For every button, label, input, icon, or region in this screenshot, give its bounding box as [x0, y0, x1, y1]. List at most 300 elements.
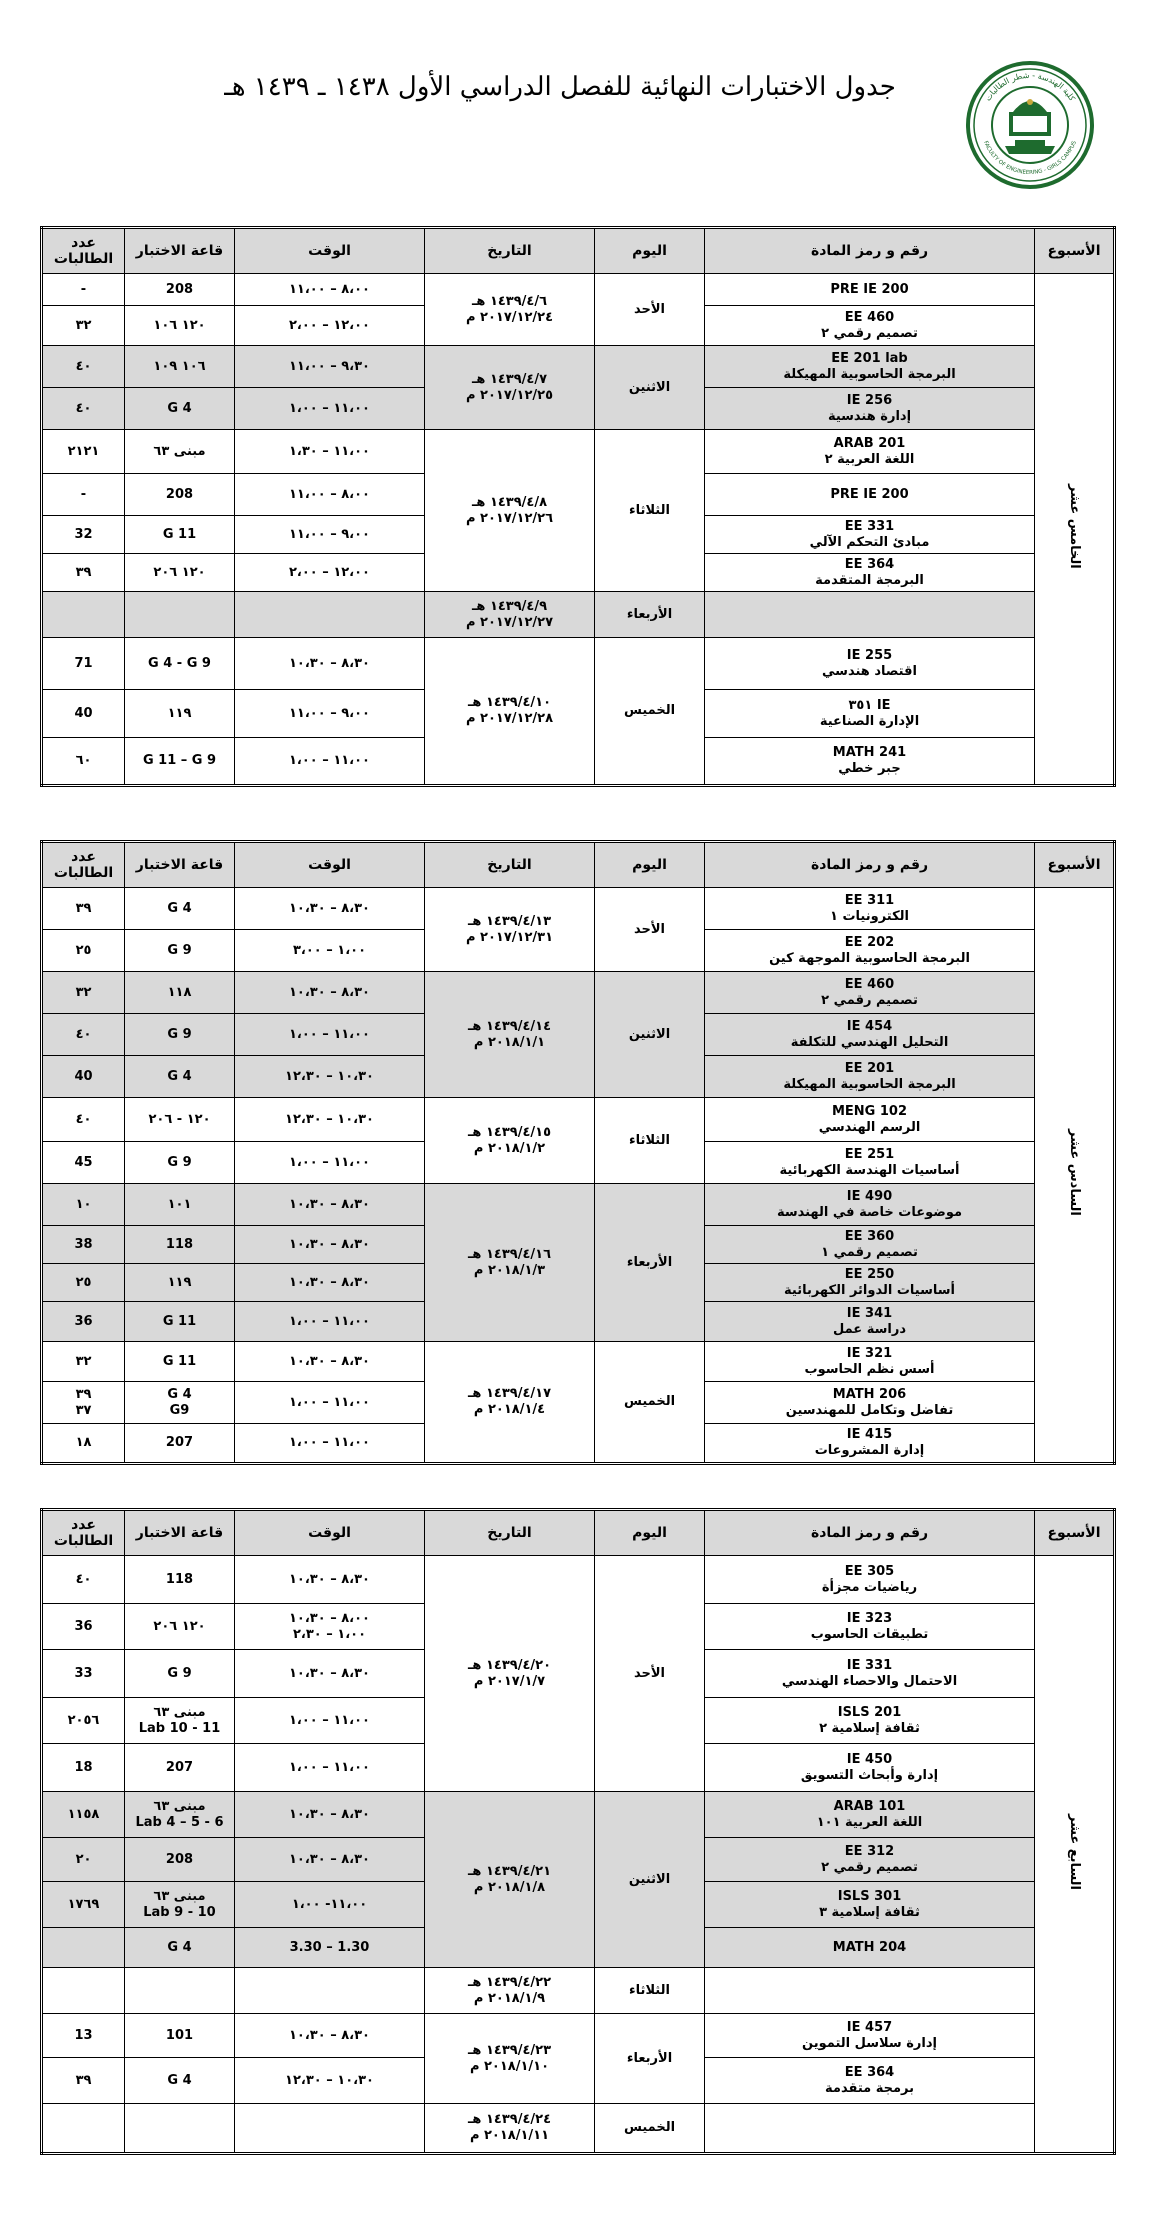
table-row [42, 430, 1115, 474]
course-line: EE 460 [844, 976, 895, 992]
room-line: ١٠١ [167, 1196, 192, 1212]
course-line: دراسة عمل [832, 1321, 906, 1337]
room-cell [125, 274, 235, 306]
time-line: ٨،٣٠ – ١٠،٣٠ [289, 1851, 370, 1867]
course-line: اقتصاد هندسي [822, 663, 917, 679]
logo-text-top: كلية الهندسة - شطر الطالبات [983, 70, 1077, 103]
count-line: ٤٠ [75, 358, 92, 374]
date-cell [425, 430, 595, 592]
time-line: ٨،٣٠ – ١٠،٣٠ [289, 1571, 370, 1587]
count-cell [42, 1014, 125, 1056]
room-cell [125, 1882, 235, 1928]
count-cell [42, 690, 125, 738]
room-cell [125, 554, 235, 592]
time-cell [235, 474, 425, 516]
count-line: ٤٠ [75, 400, 92, 416]
date-cell [425, 1098, 595, 1184]
room-cell [125, 1650, 235, 1698]
count-cell [42, 1968, 125, 2014]
time-cell [235, 972, 425, 1014]
course-cell [705, 1014, 1035, 1056]
course-line: الرسم الهندسي [818, 1119, 921, 1135]
course-line: EE 312 [844, 1843, 895, 1859]
room-line: 208 [165, 281, 194, 297]
time-line: ٨،٣٠ – ١٠،٣٠ [289, 1236, 370, 1252]
time-line: ٨،٣٠ – ١٠،٣٠ [289, 655, 370, 671]
course-cell [705, 474, 1035, 516]
course-cell [705, 972, 1035, 1014]
count-line: ٣٩ [75, 2072, 92, 2088]
count-cell [42, 1142, 125, 1184]
date-line: ٢٠١٧/١٢/٣١ م [465, 929, 554, 945]
count-line: 40 [74, 1068, 93, 1084]
time-line: ١١،٠٠ – ١،٣٠ [289, 443, 370, 459]
room-line: 101 [165, 2027, 194, 2043]
count-cell [42, 306, 125, 346]
date-line: ١٤٣٩/٤/١٧ هـ [467, 1386, 552, 1401]
date-line: ٢٠١٨/١/١ م [473, 1034, 546, 1050]
course-cell [705, 638, 1035, 690]
course-line: إدارة المشروعات [814, 1443, 925, 1458]
table-row [42, 888, 1115, 930]
room-cell [125, 1556, 235, 1604]
day-cell: الأربعاء [595, 592, 705, 638]
time-cell [235, 1650, 425, 1698]
course-line: ثقافة إسلامية ٢ [819, 1720, 920, 1736]
course-line: تفاضل وتكامل للمهندسين [785, 1402, 954, 1418]
room-line: 118 [165, 1236, 194, 1252]
course-line: PRE IE 200 [830, 281, 909, 297]
faculty-logo [965, 60, 1095, 190]
date-line: ٢٠١٧/١/٧ م [473, 1673, 546, 1689]
header-date: التاريخ [425, 228, 595, 274]
course-line: أسس نظم الحاسوب [804, 1361, 935, 1377]
time-cell [235, 274, 425, 306]
date-cell [425, 2104, 595, 2154]
room-line: 208 [165, 486, 194, 502]
day-cell: الأربعاء [595, 2014, 705, 2104]
course-cell [705, 1604, 1035, 1650]
room-cell [125, 430, 235, 474]
count-cell [42, 888, 125, 930]
table-row [42, 592, 1115, 638]
course-line: البرمجة الحاسوبية الموجهة كين [769, 950, 970, 966]
room-cell [125, 1226, 235, 1264]
course-cell [705, 1184, 1035, 1226]
count-cell [42, 1098, 125, 1142]
count-cell [42, 474, 125, 516]
header-week: الأسبوع [1035, 842, 1115, 888]
time-line: ٩،٣٠ – ١١،٠٠ [289, 358, 370, 374]
room-line: G 4 [167, 1068, 192, 1084]
room-cell [125, 972, 235, 1014]
course-line: أساسيات الهندسة الكهربائية [779, 1162, 960, 1178]
date-line: ١٤٣٩/٤/٦ هـ [471, 293, 548, 309]
time-cell [235, 1142, 425, 1184]
time-cell [235, 2104, 425, 2154]
count-line: 36 [74, 1618, 93, 1634]
course-cell [705, 690, 1035, 738]
count-cell [42, 1056, 125, 1098]
time-cell [235, 1698, 425, 1744]
time-cell [235, 1792, 425, 1838]
week-name: السابع عشر [1067, 1813, 1082, 1890]
room-line: ١٢٠ ٢٠٦ [153, 564, 206, 580]
date-line: ٢٠١٨/١/١١ م [469, 2128, 550, 2143]
course-cell [705, 306, 1035, 346]
time-cell [235, 1014, 425, 1056]
count-line: ٢٠ [75, 1851, 92, 1867]
room-cell [125, 1342, 235, 1382]
room-line: G 4 [167, 400, 192, 416]
header-course: رقم و رمز المادة [705, 842, 1035, 888]
date-cell [425, 1184, 595, 1342]
course-line: إدارة وأبحاث التسويق [800, 1767, 939, 1783]
time-line: 1.30 – 3.30 [289, 1939, 370, 1955]
room-cell [125, 346, 235, 388]
count-cell [42, 638, 125, 690]
time-cell [235, 346, 425, 388]
time-line: ١١،٠٠ – ١،٠٠ [289, 753, 370, 768]
course-line: ARAB 101 [833, 1798, 906, 1814]
room-cell [125, 1014, 235, 1056]
count-line: ٦٠ [75, 753, 92, 768]
course-cell [705, 2104, 1035, 2154]
course-line: IE 457 [846, 2019, 893, 2035]
room-cell [125, 474, 235, 516]
time-cell [235, 1968, 425, 2014]
count-cell [42, 1556, 125, 1604]
time-line: ٨،٠٠ – ١١،٠٠ [289, 281, 370, 297]
header-day: اليوم [595, 1510, 705, 1556]
course-cell [705, 388, 1035, 430]
week-16-table [40, 840, 1116, 1465]
course-line: MATH 206 [832, 1386, 907, 1402]
room-line: ١٢٠ - ٢٠٦ [148, 1111, 211, 1127]
time-line: ٨،٣٠ – ١٠،٣٠ [289, 1196, 370, 1212]
room-line: ١٢٠ ٢٠٦ [153, 1618, 206, 1634]
time-cell [235, 1302, 425, 1342]
time-line: ٨،٣٠ – ١٠،٣٠ [289, 1353, 370, 1369]
day-cell: الثلاثاء [595, 1098, 705, 1184]
time-cell [235, 1604, 425, 1650]
room-line: 207 [165, 1759, 194, 1775]
date-line: ٢٠١٧/١٢/٢٧ م [465, 614, 554, 630]
room-line: G 11 [162, 526, 197, 542]
table-row [42, 2104, 1115, 2154]
count-line: ١٨ [75, 1435, 92, 1450]
count-line: 38 [74, 1236, 93, 1252]
time-line: ١١،٠٠ – ١،٠٠ [289, 1712, 370, 1728]
time-cell [235, 1342, 425, 1382]
time-line: ١١،٠٠ – ١،٠٠ [289, 1026, 370, 1042]
count-line: 40 [74, 705, 93, 721]
room-line: ١٠٦ ١٠٩ [153, 358, 206, 374]
course-cell [705, 1744, 1035, 1792]
time-line: ١١،٠٠ – ١،٠٠ [289, 1435, 370, 1450]
date-line: ٢٠١٨/١/٨ م [473, 1879, 546, 1895]
time-cell [235, 1556, 425, 1604]
header-room: قاعة الاختبار [125, 1510, 235, 1556]
date-line: ١٤٣٩/٤/٢١ هـ [467, 1863, 552, 1879]
week-name: السادس عشر [1067, 1129, 1082, 1216]
date-line: ١٤٣٩/٤/١٦ هـ [467, 1246, 552, 1262]
table-row [42, 972, 1115, 1014]
room-cell [125, 1382, 235, 1424]
week-15-table [40, 226, 1116, 787]
count-line: - [80, 486, 87, 502]
date-cell [425, 1968, 595, 2014]
course-line: IE ٣٥١ [848, 697, 891, 713]
date-cell [425, 1792, 595, 1968]
time-line: ٨،٣٠ – ١٠،٣٠ [289, 2027, 370, 2043]
date-cell [425, 972, 595, 1098]
header-course: رقم و رمز المادة [705, 1510, 1035, 1556]
time-cell [235, 554, 425, 592]
room-cell [125, 888, 235, 930]
room-cell [125, 638, 235, 690]
count-cell [42, 1382, 125, 1424]
count-cell [42, 430, 125, 474]
room-cell [125, 388, 235, 430]
course-line: التحليل الهندسي للتكلفة [790, 1034, 949, 1050]
date-line: ٢٠١٧/١٢/٢٨ م [465, 711, 554, 726]
room-cell [125, 1604, 235, 1650]
count-cell [42, 972, 125, 1014]
course-line: EE 251 [844, 1146, 895, 1162]
course-line: إدارة سلاسل التموين [802, 2035, 937, 2051]
course-line: EE 460 [844, 309, 895, 325]
logo-text-bottom: FACULTY OF ENGINEERING - GIRLS CAMPUS [982, 140, 1078, 177]
course-line: EE 250 [844, 1266, 895, 1282]
time-line: ٨،٠٠ – ١١،٠٠ [289, 486, 370, 502]
table-row [42, 1792, 1115, 1838]
course-line: البرمجة المتقدمة [815, 572, 924, 588]
header-count: عدد الطالبات [42, 1510, 125, 1556]
room-cell [125, 1928, 235, 1968]
course-cell [705, 2014, 1035, 2058]
time-cell [235, 1424, 425, 1464]
room-cell [125, 2014, 235, 2058]
week-17-table [40, 1508, 1116, 2155]
day-cell: الاثنين [595, 1792, 705, 1968]
day-cell: الثلاثاء [595, 1968, 705, 2014]
time-cell [235, 306, 425, 346]
count-line: ٣٢ [75, 317, 92, 333]
room-cell [125, 738, 235, 786]
date-line: ١٤٣٩/٤/١٤ هـ [467, 1018, 552, 1034]
count-cell [42, 1424, 125, 1464]
date-cell [425, 592, 595, 638]
date-line: ٢٠١٨/١/٤ م [473, 1402, 546, 1417]
date-line: ٢٠١٨/١/٩ م [473, 1990, 546, 2006]
day-cell: الخميس [595, 638, 705, 786]
count-line: ١٧٦٩ [67, 1896, 100, 1912]
count-cell [42, 2058, 125, 2104]
date-line: ١٤٣٩/٤/١٣ هـ [467, 913, 552, 929]
table-row [42, 638, 1115, 690]
room-line: G 4 [167, 900, 192, 916]
course-cell [705, 2058, 1035, 2104]
room-cell [125, 1184, 235, 1226]
table-row [42, 346, 1115, 388]
room-line: 208 [165, 1851, 194, 1867]
header-time: الوقت [235, 842, 425, 888]
course-cell [705, 1698, 1035, 1744]
time-cell [235, 1882, 425, 1928]
room-cell [125, 1838, 235, 1882]
room-cell [125, 1792, 235, 1838]
time-line: ٩،٠٠ – ١١،٠٠ [289, 526, 370, 542]
day-cell: الاثنين [595, 972, 705, 1098]
time-line: ١١،٠٠- ١،٠٠ [291, 1896, 368, 1912]
room-line: Lab 9 - 10 [143, 1904, 216, 1920]
course-line: IE 331 [846, 1657, 893, 1673]
course-line: تصميم رقمي ٢ [821, 325, 918, 341]
course-line: IE 454 [846, 1018, 893, 1034]
header-room: قاعة الاختبار [125, 842, 235, 888]
course-cell [705, 1142, 1035, 1184]
course-cell [705, 1882, 1035, 1928]
count-line: ٣٢ [75, 1353, 92, 1369]
date-cell [425, 888, 595, 972]
time-line: ٨،٣٠ – ١٠،٣٠ [289, 1665, 370, 1681]
day-cell: الأربعاء [595, 1184, 705, 1342]
course-cell [705, 1226, 1035, 1264]
header-room: قاعة الاختبار [125, 228, 235, 274]
count-line: 71 [74, 655, 93, 671]
day-cell: الخميس [595, 1342, 705, 1464]
date-cell [425, 2014, 595, 2104]
date-cell [425, 1342, 595, 1464]
day-cell: الأحد [595, 274, 705, 346]
count-cell [42, 1838, 125, 1882]
time-line: ١١،٠٠ – ١،٠٠ [289, 400, 370, 416]
course-cell [705, 592, 1035, 638]
table-row [42, 1342, 1115, 1382]
room-cell [125, 306, 235, 346]
course-line: الكترونيات ١ [830, 908, 909, 924]
count-cell [42, 1226, 125, 1264]
time-line: ٩،٠٠ – ١١،٠٠ [289, 705, 370, 721]
course-line: EE 202 [844, 934, 895, 950]
course-line: IE 255 [846, 647, 893, 663]
time-line: ١١،٠٠ – ١،٠٠ [289, 1394, 370, 1410]
course-line: EE 331 [844, 518, 895, 534]
count-cell [42, 1342, 125, 1382]
course-line: ARAB 201 [833, 435, 906, 451]
course-cell [705, 1424, 1035, 1464]
course-line: IE 415 [846, 1427, 893, 1442]
course-cell [705, 1556, 1035, 1604]
time-line: ٨،٣٠ – ١٠،٣٠ [289, 1806, 370, 1822]
count-cell [42, 516, 125, 554]
course-cell [705, 1382, 1035, 1424]
time-cell [235, 516, 425, 554]
course-line: EE 201 lab [831, 350, 908, 366]
day-cell: الأحد [595, 1556, 705, 1792]
day-cell: الثلاثاء [595, 430, 705, 592]
room-line: G 4 [167, 1386, 192, 1402]
room-cell [125, 1968, 235, 2014]
header-date: التاريخ [425, 842, 595, 888]
room-line: ١١٩ [167, 705, 192, 721]
room-cell [125, 2104, 235, 2154]
count-line: 45 [74, 1154, 93, 1170]
time-cell [235, 1838, 425, 1882]
count-line: ٣٧ [75, 1402, 92, 1418]
time-cell [235, 930, 425, 972]
course-line: EE 305 [844, 1563, 895, 1579]
count-cell [42, 1792, 125, 1838]
room-cell [125, 1302, 235, 1342]
course-cell [705, 1928, 1035, 1968]
course-line: تصميم رقمي ١ [821, 1244, 918, 1260]
course-cell [705, 274, 1035, 306]
count-line: ٣٩ [75, 1386, 92, 1402]
count-line: - [80, 281, 87, 297]
header-day: اليوم [595, 842, 705, 888]
time-cell [235, 1056, 425, 1098]
count-line: ٤٠ [75, 1571, 92, 1587]
count-line: 13 [74, 2027, 93, 2043]
time-cell [235, 430, 425, 474]
count-cell [42, 2014, 125, 2058]
course-line: IE 256 [846, 392, 893, 408]
date-cell [425, 638, 595, 786]
count-line: ٢١٢١ [67, 443, 100, 459]
time-cell [235, 1184, 425, 1226]
room-cell [125, 1744, 235, 1792]
course-line: جبر خطي [838, 761, 901, 776]
date-line: ١٤٣٩/٤/٢٢ هـ [467, 1974, 552, 1990]
time-line: ٨،٣٠ – ١٠،٣٠ [289, 1274, 370, 1290]
week-name: الخامس عشر [1067, 484, 1082, 569]
time-cell [235, 1226, 425, 1264]
time-line: ١١،٠٠ – ١،٠٠ [289, 1154, 370, 1170]
header-date: التاريخ [425, 1510, 595, 1556]
count-cell [42, 1264, 125, 1302]
course-cell [705, 1056, 1035, 1098]
course-cell [705, 430, 1035, 474]
time-line: ٨،٣٠ – ١٠،٣٠ [289, 900, 370, 916]
course-line: PRE IE 200 [830, 486, 909, 502]
time-cell [235, 1264, 425, 1302]
table-row [42, 1556, 1115, 1604]
room-cell [125, 516, 235, 554]
room-cell [125, 690, 235, 738]
course-line: MENG 102 [831, 1103, 908, 1119]
date-line: ٢٠١٨/١/١٠ م [469, 2058, 550, 2074]
course-line: EE 364 [844, 556, 895, 572]
course-cell [705, 554, 1035, 592]
room-cell [125, 1056, 235, 1098]
count-line: ٤٠ [75, 1111, 92, 1127]
time-cell [235, 388, 425, 430]
table-row [42, 274, 1115, 306]
time-line: ١٠،٣٠ – ١٢،٣٠ [285, 2072, 374, 2088]
count-cell [42, 1302, 125, 1342]
table-row [42, 2014, 1115, 2058]
day-cell: الخميس [595, 2104, 705, 2154]
course-line: اللغة العربية ٢ [824, 451, 915, 467]
time-cell [235, 2058, 425, 2104]
room-cell [125, 1098, 235, 1142]
course-line: تطبيقات الحاسوب [810, 1626, 929, 1642]
count-line: ٢٠٥٦ [67, 1712, 100, 1728]
page-title: جدول الاختبارات النهائية للفصل الدراسي الأول ١٤٣٨ ـ ١٤٣٩ هـ [224, 72, 896, 102]
date-cell [425, 274, 595, 346]
